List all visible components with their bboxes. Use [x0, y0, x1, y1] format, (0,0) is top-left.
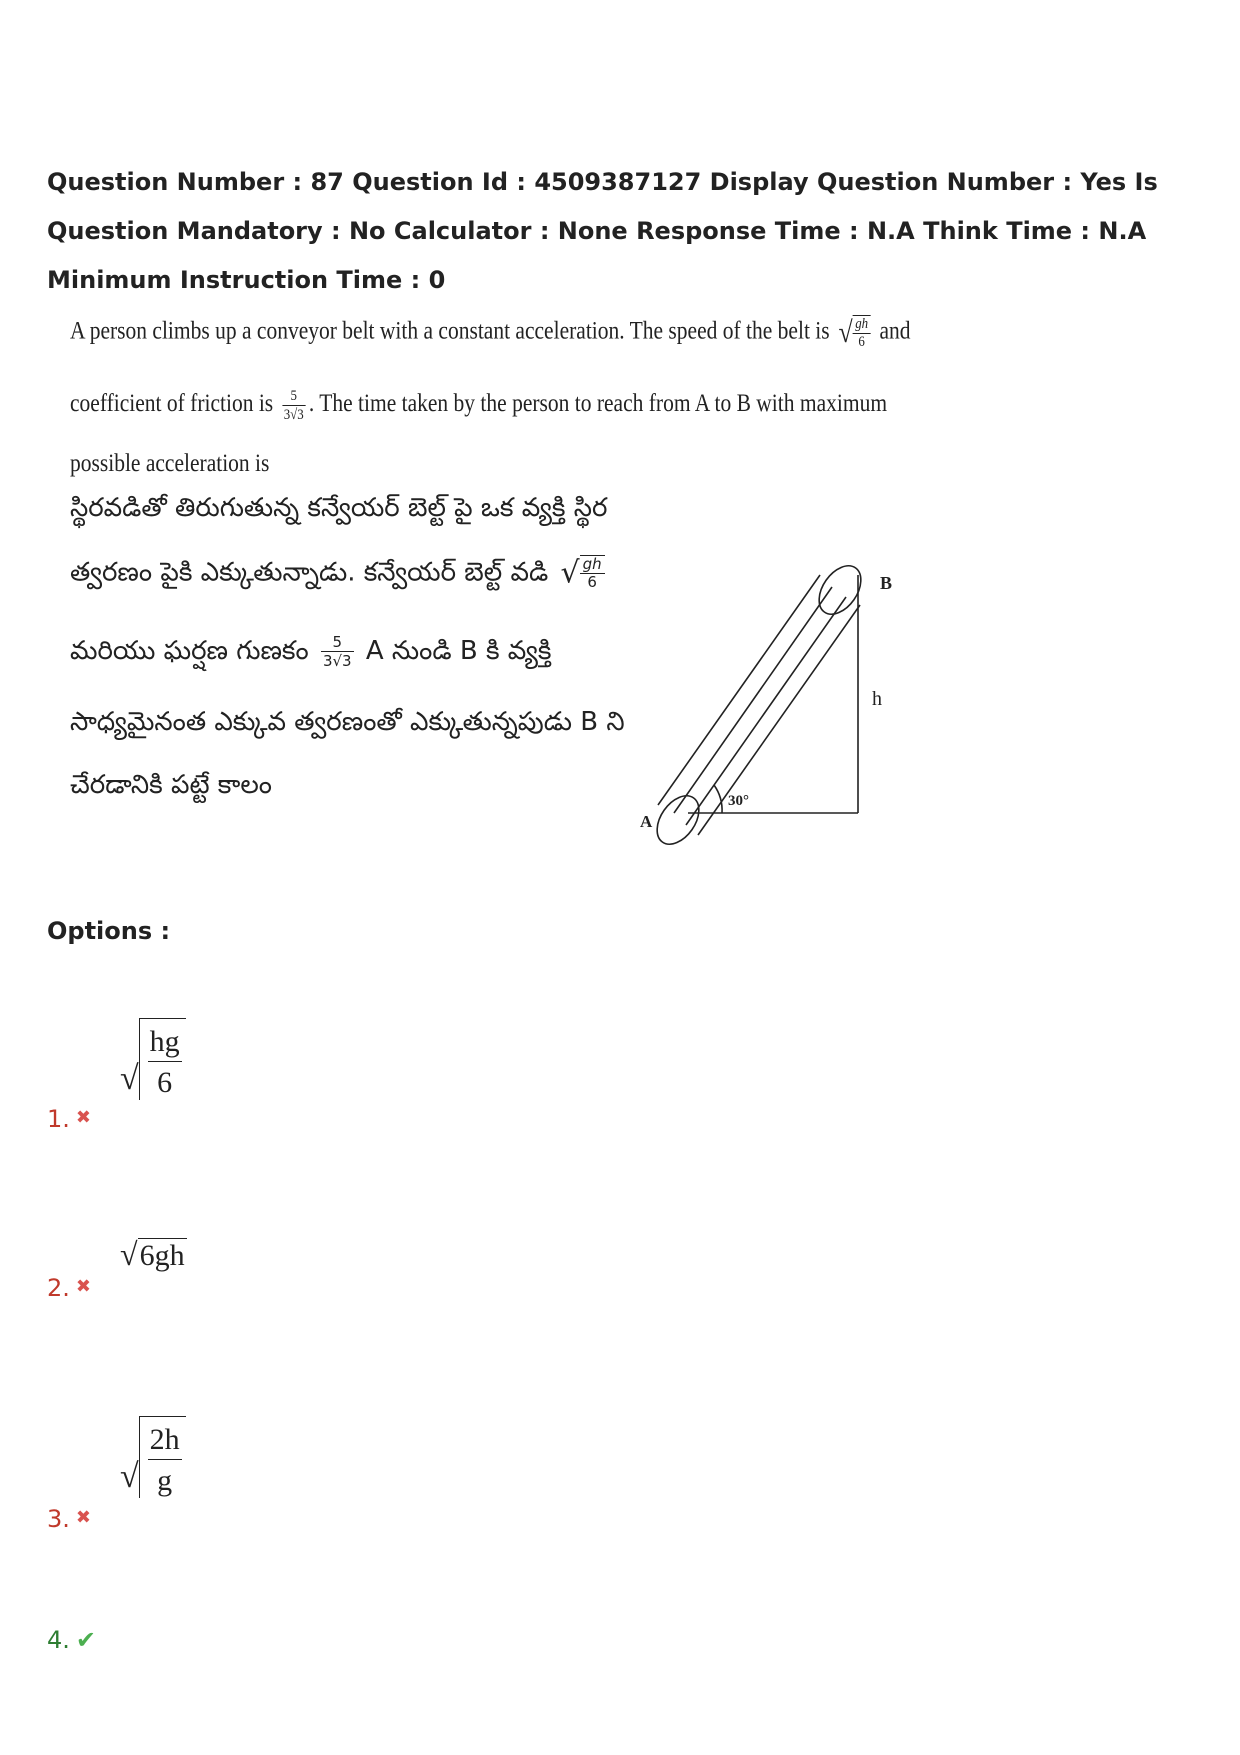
tube-end-top	[811, 558, 870, 622]
fraction-numerator: 5	[282, 387, 305, 406]
check-icon: ✔	[75, 1626, 97, 1654]
question-telugu-line-4: సాధ్యమైనంత ఎక్కువ త్వరణంతో ఎక్కుతున్నపుడు B ని	[70, 707, 625, 737]
fraction-denominator: 3√3	[283, 407, 304, 423]
option-2-formula: √6gh	[120, 1236, 185, 1272]
cross-icon: ✖	[75, 1107, 91, 1128]
tube-edge-inner-right	[686, 597, 846, 825]
option-3[interactable]	[47, 1505, 91, 1533]
question-telugu-line-5: చేరడానికి పట్టే కాలం	[70, 770, 272, 800]
option-1-denominator: 6	[157, 1066, 173, 1099]
option-1[interactable]	[47, 1105, 91, 1133]
question-english-line-3: possible acceleration is	[70, 450, 270, 477]
question-image	[60, 315, 960, 890]
question-english-line-1	[70, 315, 911, 351]
question-telugu-line-1: స్థిరవడితో తిరుగుతున్న కన్వేయర్ బెల్ట్ పై ఒక వ్యక్తి స్థిర	[70, 493, 608, 523]
belt-speed-formula: √ $\frac{gh}{6}$	[561, 555, 605, 591]
cross-icon: ✖	[75, 1507, 91, 1528]
tube-edge-inner-left	[674, 587, 832, 813]
question-text: coefficient of friction is	[70, 390, 274, 418]
option-3-formula: √ $\frac{2h}{g}$	[120, 1416, 186, 1498]
question-english-line-2	[70, 387, 887, 424]
sqrt-denominator: 6	[587, 573, 597, 591]
question-text: A నుండి B కి వ్యక్తి	[365, 636, 552, 666]
option-1-numerator: hg	[148, 1025, 182, 1062]
options-label: Options :	[47, 917, 171, 945]
option-number: 4.	[47, 1626, 70, 1654]
option-number: 2.	[47, 1274, 70, 1302]
tube-end-bottom	[649, 788, 708, 852]
option-1-formula: √ $\frac{hg}{6}$	[120, 1018, 186, 1100]
question-telugu-line-3	[70, 633, 551, 672]
question-metadata: Question Number : 87 Question Id : 4509387127 Display Question Number : Yes Is Question Mandatory : No Calculator : None Response Time : N.A Think Time : N.A Minimum Instruction Time : 0	[47, 168, 1158, 294]
question-text: A person climbs up a conveyor belt with a constant acceleration. The speed of the belt is	[70, 317, 830, 345]
sqrt-numerator: gh	[853, 316, 871, 334]
option-3-denominator: g	[157, 1464, 173, 1497]
question-telugu-line-2	[70, 555, 609, 594]
fraction-denominator: 3√3	[322, 652, 352, 670]
question-text: . The time taken by the person to reach from A to B with maximum	[308, 390, 888, 418]
belt-speed-formula: √ $\frac{gh}{6}$	[838, 315, 870, 351]
fraction-numerator: 5	[321, 633, 354, 652]
tube-edge-outer-left	[658, 575, 820, 805]
angle-arc	[714, 785, 722, 813]
tube-edge-outer-right	[698, 605, 860, 835]
friction-coefficient-fraction	[321, 633, 354, 670]
option-2-radicand: 6gh	[139, 1239, 185, 1272]
cross-icon: ✖	[75, 1276, 91, 1297]
conveyor-belt-diagram	[640, 535, 950, 865]
option-4[interactable]	[47, 1626, 96, 1654]
sqrt-denominator: 6	[858, 334, 865, 350]
label-h: h	[872, 688, 882, 710]
option-2[interactable]	[47, 1274, 91, 1302]
option-3-numerator: 2h	[148, 1423, 182, 1460]
sqrt-numerator: gh	[580, 556, 605, 574]
option-number: 3.	[47, 1505, 70, 1533]
question-text: మరియు ఘర్షణ గుణకం	[70, 636, 309, 666]
label-a: A	[640, 812, 653, 831]
friction-coefficient-fraction	[282, 387, 305, 424]
question-text: and	[879, 317, 911, 345]
question-text: త్వరణం పైకి ఎక్కుతున్నాడు. కన్వేయర్ బెల్ట్ వడి	[70, 557, 549, 588]
label-angle: 30°	[728, 793, 749, 809]
label-b: B	[880, 573, 893, 593]
option-number: 1.	[47, 1105, 70, 1133]
